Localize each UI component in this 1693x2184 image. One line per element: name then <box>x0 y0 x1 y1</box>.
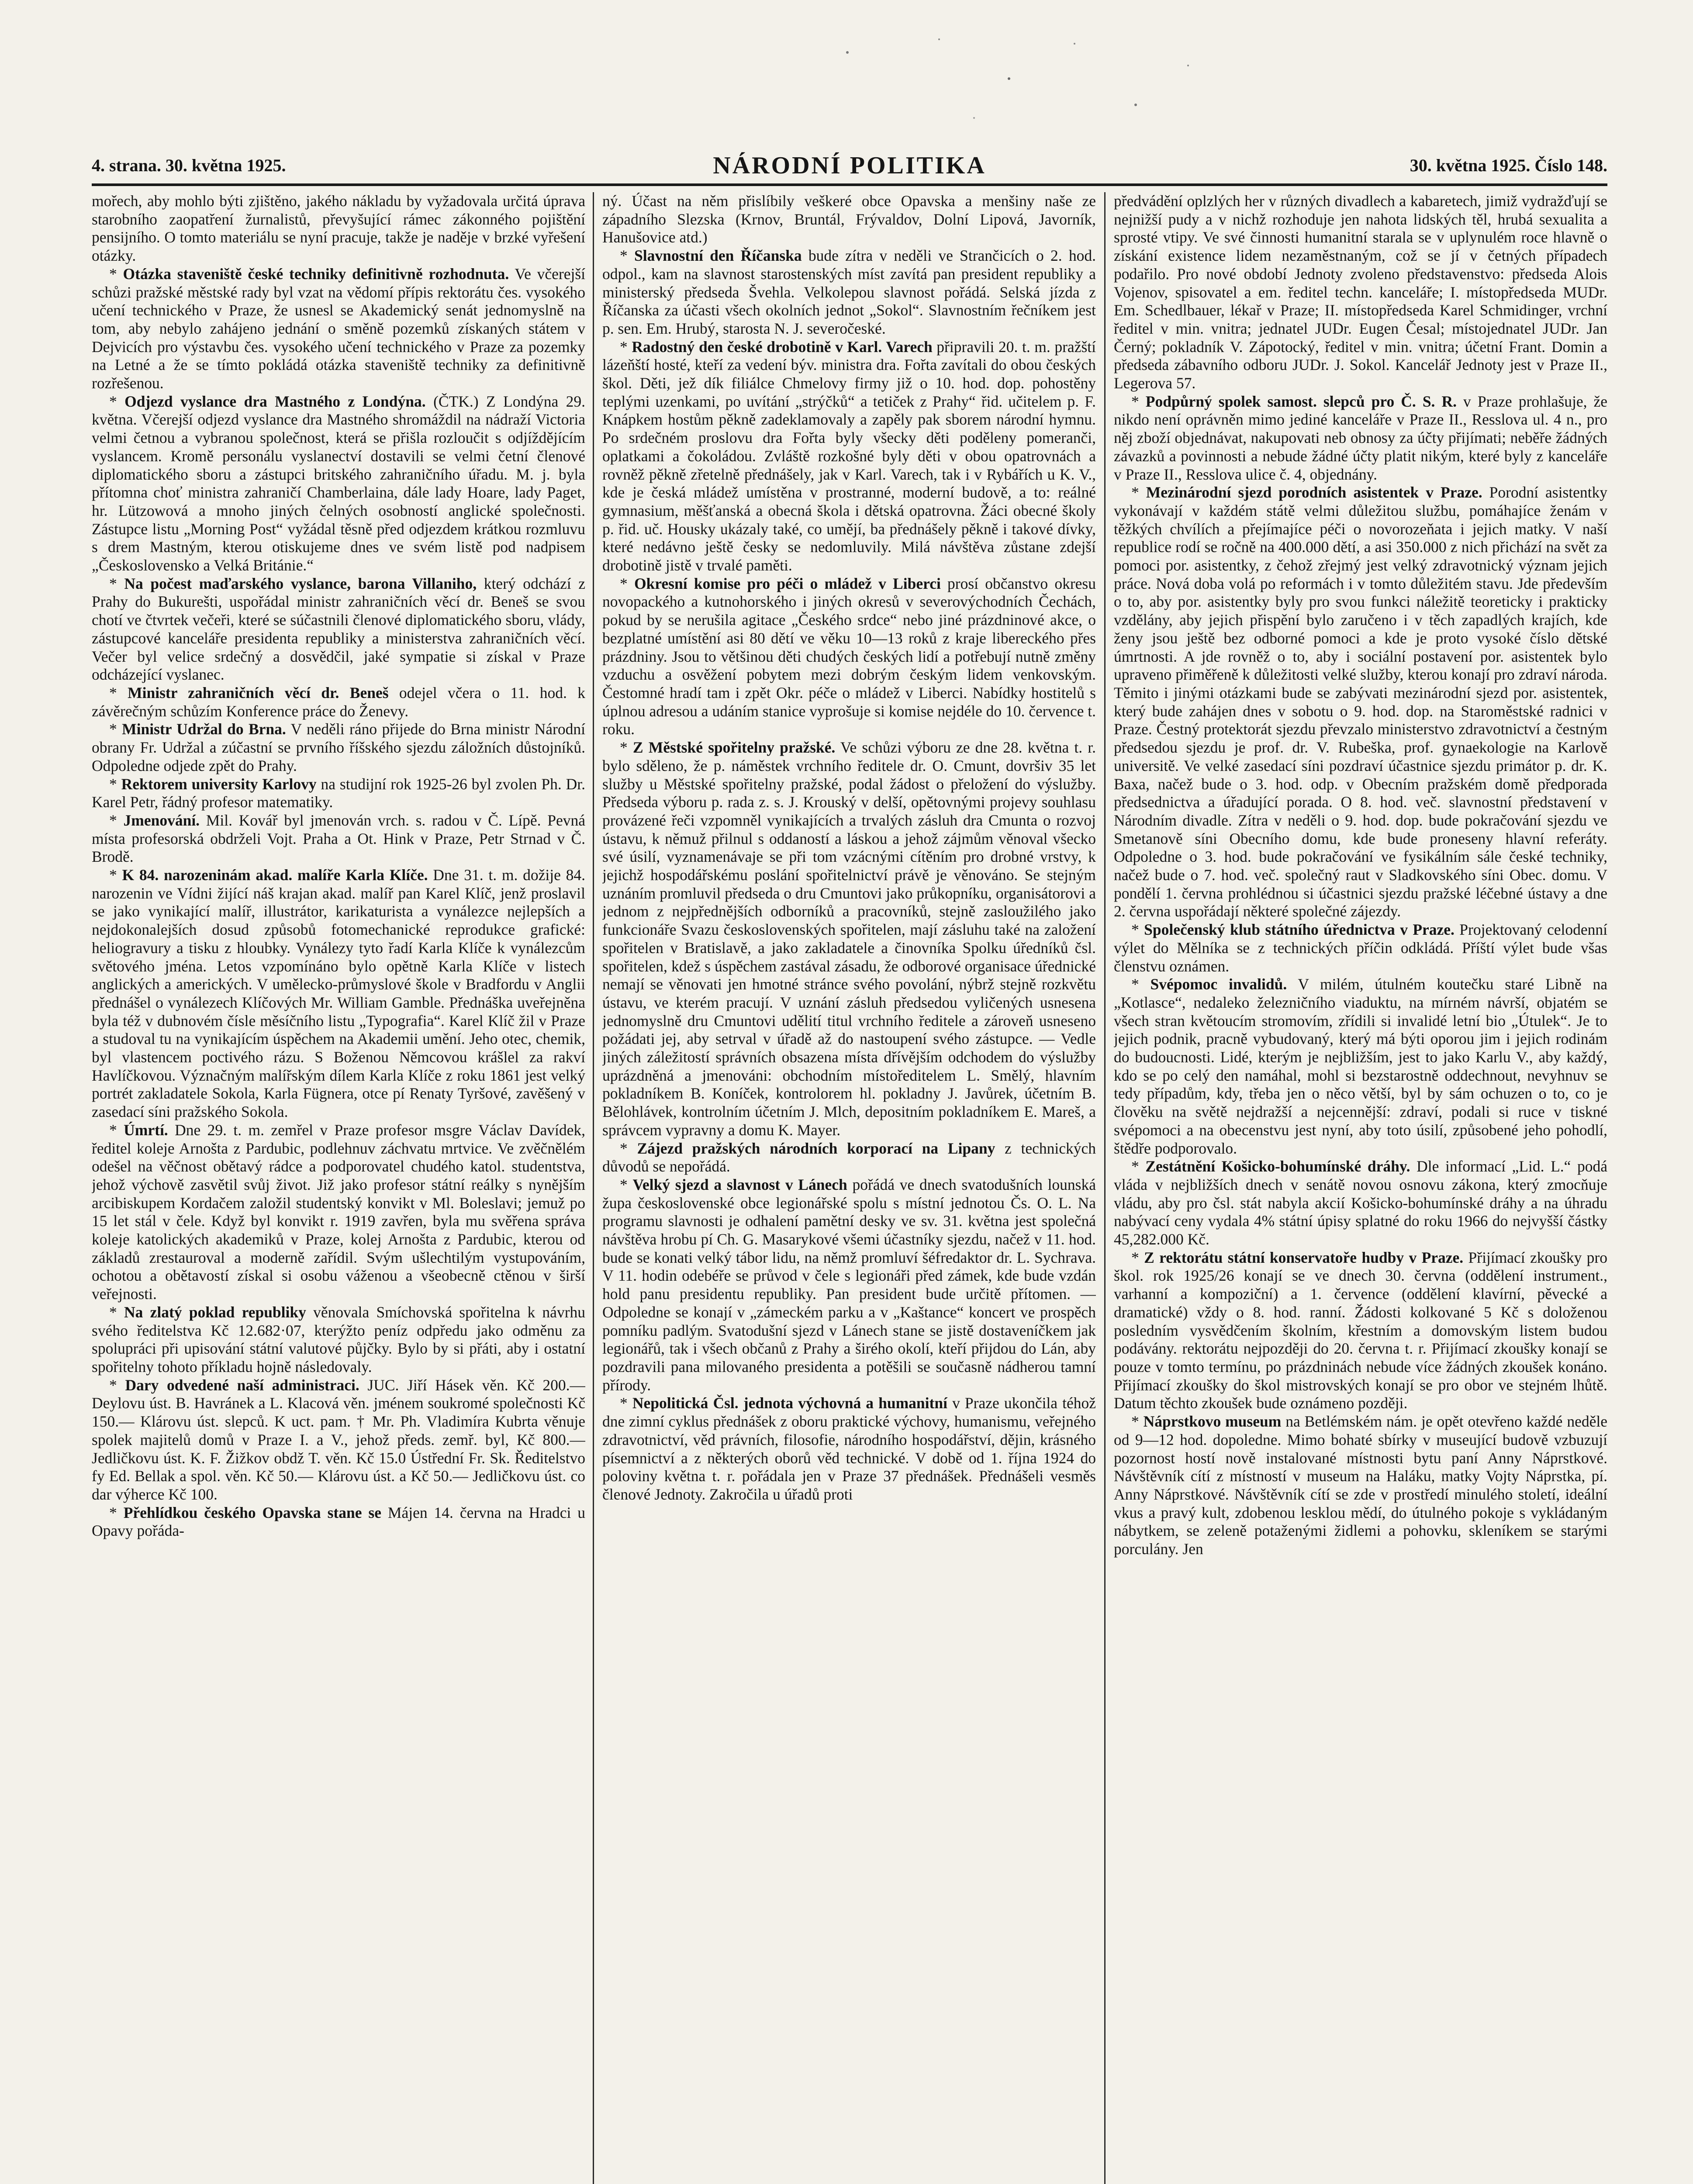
article-paragraph <box>1114 192 1607 393</box>
article-headline: Úmrtí. <box>124 1121 168 1139</box>
article-text: předvádění oplzlých her v různých divadlech a kabaretech, jimiž vydražďují se nejnižší pudy a v nichž rozhoduje jen nahota lidských těl, hrubá sexualita a sprosté vtipy. Ve své činnosti humanitní starala se v uplynulém roce hlavně o získání existence lidem nezaměstnaným, což se jí v četných případech podařilo. Pro nové období Jednoty zvoleno představenstvo: předseda Alois Vojenov, spisovatel a em. ředitel techn. kanceláře; I. místopředseda MUDr. Em. Schedlbauer, lékař v Praze; II. místopředseda Karel Schmidinger, vrchní ředitel v min. vnitra; jednatel JUDr. Eugen Česal; místojednatel JUDr. Jan Černý; pokladník V. Zápotocký, ředitel v min. vnitra; účetní Frant. Domin a předseda zábavního odboru JUDr. J. Sokol. Kancelář Jednoty jest v Praze II., Legerova 57. <box>1114 192 1607 392</box>
article-text: Dle informací „Lid. L.“ podá vláda v nejbližších dnech v senátě novou osnovu zákona, který zmocňuje vládu, aby pro čsl. stát nabyla akcií Košicko-bohumínské dráhy a na úhradu nabývací ceny vydala 4% státní úpisy splatné do roku 1966 do nejvyšší částky 45,282.000 Kč. <box>1114 1158 1607 1248</box>
article-paragraph: * K 84. narozeninám akad. malíře Karla Klíče. Dne 31. t. m. dožije 84. narozenin ve Vídni žijící náš krajan akad. malíř pan Karel Klíč, jenž proslavil se jako vynikající malíř, illustrátor, karikaturista a vynálezce nejlepších a nejdokonalejších dosud způsobů fotomechanické reprodukce grafické: heliogravury a tisku z hloubky. Vynálezy tyto řadí Karla Klíče k vynálezcům světového jména. Letos vzpomínáno bylo opětně Karla Klíče v listech anglických a amerických. V umělecko-průmyslové škole v Bradfordu v Anglii přednášel o vynálezech Klíčových Mr. William Gamble. Přednáška uveřejněna byla též v dubnovém čísle měsíčního listu „Typografia“. Karel Klíč žil v Praze a studoval tu na vynikajícím úspěchem na Akademii umění. Jeho otec, chemik, byl vlastencem poctivého rázu. S Boženou Němcovou krášlel za rakví Havlíčkovou. Význačným malířským dílem Karla Klíče z roku 1861 jest velký portrét zakladatele Sokola, Karla Fügnera, otce pí Renaty Tyršové, zavěšený v zasedací síni pražského Sokola. <box>92 866 585 1121</box>
column-2 <box>602 192 1096 2184</box>
article-text: ný. Účast na něm přislíbily veškeré obce Opavska a menšiny naše ze západního Slezska (Krnov, Bruntál, Frývaldov, Dolní Lipová, Javorník, Hanušovice atd.) <box>602 192 1096 246</box>
article-paragraph: * Svépomoc invalidů. V milém, útulném koutečku staré Libně na „Kotlasce“, nedaleko železničního viaduktu, na mírném návrší, objatém se všech stran květoucím stromovím, zřídili si invalidé letní bio „Útulek“. Je to jejich podnik, pracně vybudovaný, který má býti oporou jim i jejich rodinám do budoucnosti. Lidé, kterým je nejbližším, jest to jako Karlu V., aby každý, kdo se po celý den namáhal, mohl si bezstarostně oddechnout, nevyhnuv se tedy případům, kdy, třeba jen o něco větší, byl by sám ochuzen o to, co je člověku na světě nejdražší a nejcennější: zdraví, podali si ruce v tiskné svépomoci a na obecenstvu jest nyní, aby toto úsilí, způsobené jeho pohodlí, štědře podporovalo. <box>1114 975 1607 1157</box>
article-headline: Slavnostní den Říčanska <box>634 247 802 265</box>
article-paragraph: * Otázka staveniště české techniky definitivně rozhodnuta. Ve včerejší schůzi pražské městské rady byl vzat na vědomí přípis rektorátu čes. vysokého učení technického v Praze, že usnesl se Akademický senát jednomyslně na tom, aby nebylo zahájeno jednání o směně pozemků získaných státem v Dejvicích pro výstavbu čes. vysokého učení technického v Praze za pozemky na Letné a že se tímto pokládá otázka staveniště techniky za definitivně rozřešenou. <box>92 265 585 392</box>
article-text: Mil. Kovář byl jmenován vrch. s. radou v Č. Lípě. Pevná místa profesorská obdrželi Vojt. Praha a Ot. Hink v Praze, Petr Strnad v Č. Brodě. <box>92 811 585 866</box>
column-divider <box>593 192 594 2184</box>
article-text: Ve včerejší schůzi pražské městské rady byl vzat na vědomí přípis rektorátu čes. vysokého učení technického v Praze, že usnesl se Akademický senát jednomyslně na tom, aby nebylo zahájeno jednání o směně pozemků získaných státem v Dejvicích pro výstavbu čes. vysokého učení technického v Praze za pozemky na Letné a že se tímto pokládá otázka staveniště techniky za definitivně rozřešenou. <box>92 265 585 392</box>
article-headline: Zestátnění Košicko-bohumínské dráhy. <box>1145 1158 1410 1175</box>
article-paragraph: * Z rektorátu státní konservatoře hudby v Praze. Přijímací zkoušky pro škol. rok 1925/26 konají se ve dnech 30. června (oddělení instrument., varhanní a kompoziční) a 1. července (oddělení klavírní, pěvecké a dramatické) vždy o 8. hod. ranní. Žádosti kolkované 5 Kč s doloženou posledním vysvědčením školním, křestním a domovským listem budou podávány. rektorátu nejpozději do 20. června t. r. Přijímací zkoušky konají se pouze v tomto termínu, po prázdninách nebude více žádných zkoušek konáno. Přijímací zkoušky do škol mistrovských konají se pro obor ve stejném lhůtě. Datum těchto zkoušek bude oznámeno později. <box>1114 1248 1607 1412</box>
article-headline: Na zlatý poklad republiky <box>124 1303 306 1321</box>
article-text: Májen 14. června na Hradci u Opavy pořáda- <box>92 1503 585 1540</box>
article-text: který odchází z Prahy do Bukurešti, uspořádal ministr zahraničních věcí dr. Beneš se svou chotí ve čtvrtek večeři, které se súčastnili členové diplomatického sboru, vlády, zástupcové kanceláře presidenta republiky a ministerstva zahraničních věcí. Večer byl velice srdečný a dosvědčil, jaké sympatie si získal v Praze odcházející vyslanec. <box>92 574 585 684</box>
article-paragraph: * Slavnostní den Říčanska bude zítra v neděli ve Strančicích o 2. hod. odpol., kam na slavnost starostenských míst zavítá pan president republiky a ministerský předseda Švehla. Velkolepou slavnost pořádá. Selská jízda z Říčanska za účasti všech okolních jednot „Sokol“. Slavnostním řečníkem jest p. sen. Em. Hrubý, starosta N. J. severočeské. <box>602 247 1096 337</box>
article-paragraph: * Rektorem university Karlovy na studijní rok 1925-26 byl zvolen Ph. Dr. Karel Petr, řádný profesor matematiky. <box>92 775 585 811</box>
article-headline: Náprstkovo museum <box>1143 1413 1282 1431</box>
article-headline: Mezinárodní sjezd porodních asistentek v Praze. <box>1146 484 1482 501</box>
article-paragraph: * Mezinárodní sjezd porodních asistentek v Praze. Porodní asistentky vykonávají v každém státě velmi důležitou službu, pomáhajíce ženám v těžkých chvílích a přejímajíce péči o novorozeňata i jejich matky. V naší republice rodí se ročně na 400.000 dětí, a asi 350.000 z nich přichází na svět za pomoci por. asistentky, z čehož zřejmý jest velký zdravotnický význam jejich práce. Nová doba volá po reformách i v tomto důležitém stavu. Jde především o to, aby por. asistentky byly pro svou funkci náležitě teoreticky i prakticky vzdělány, aby jejich přispění bylo zaručeno i v těch zapadlých krajích, kde ženy jsou ještě bez odborné pomoci a kde je proto vysoké číslo dětské úmrtnosti. A jde rovněž o to, aby i sociální postavení por. asistentek bylo upraveno přiměřeně k důležitosti velké služby, kterou konají pro zdraví národa. Těmito i jinými otázkami bude se zabývati mezinárodní sjezd por. asistentek, který bude zahájen dnes v sobotu o 9. hod. dop. na Staroměstské radnici v Praze. Čestný protektorát sjezdu převzalo ministerstvo zdravotnictví a čestným předsedou sjezdu je prof. dr. V. Rubeška, prof. gynaekologie na Karlově universitě. Ve velké zasedací síni pozdraví účastnice sjezdu primátor p. dr. K. Baxa, načež bude o 3. hod. odp. v Obecním pražském domě předporada předsednictva a úřadující porada. O 8. hod. več. slavnostní představení v Národním divadle. Zítra v neděli o 9. hod. dop. bude pokračování sjezdu ve Smetanově síni Obecního domu, kde bude proneseny hlavní referáty. Odpoledne o 3. hod. bude pokračování ve fysikálním sále české techniky, načež bude o 7. hod. več. společný raut v Sladkovského síni Obec. domu. V pondělí 1. června prohlédnou si účastnici sjezdu pražské léčebné ústavy a dne 2. června uspořádají některé společné zájezdy. <box>1114 484 1607 920</box>
article-text: Ve schůzi výboru ze dne 28. května t. r. bylo sděleno, že p. náměstek vrchního ředitele dr. O. Cmunt, dovršiv 35 let služby u Městské spořitelny pražské, podal žádost o přeložení do výslužby. Předseda výboru p. rada z. s. J. Krouský v delší, opětovnými projevy souhlasu provázené řeči vzpomněl vynikajících a trvalých zásluh dra Cmunta o rozvoj ústavu, k němuž přilnul s oddaností a láskou a jehož zájmům věnoval všecko své úsilí, vyznamenávaje se při tom vzácnými cítěním pro drobné vrstvy, k jejichž hospodářskému poslání spořitelnictví právě je věnováno. Se stejným uznáním promluvil předseda o dru Cmuntovi jako průkopníku, organisátorovi a jednom z nejpřednějších odborníků a pracovníků, stejně zasloužilého jako funkcionáře Svazu československých spořitelen, mají zásluhu také na založení spořitelen v Bratislavě, a jako zakladatele a činovníka Spolku úředníků čsl. spořitelen, kdež s úspěchem zastával zásadu, že odborové organisace úřednické nemají se věnovati jen hmotné stránce svého povolání, nýbrž stejně rozkvětu ústavu, ve kterém pracují. V uznání zásluh předsedou vyličených usnesena jednomyslně dru Cmuntovi udělití titul vrchního ředitele a zároveň usneseno požádati jej, aby setrval v úřadě až do nastoupení svého zástupce. — Vedle jiných záležitostí správních obsazena místa dřívějším odchodem do výslužby uprázdněná a jmenováni: obchodním místoředitelem L. Smělý, hlavním pokladníkem B. Koníček, kontrolorem hl. pokladny J. Javůrek, účetním B. Bělohlávek, kontrolním účetním J. Mlch, depositním pokladníkem E. Mareš, a správcem vypravny a domu K. Mayer. <box>602 739 1096 1139</box>
article-text: na Betlémském nám. je opět otevřeno každé neděle od 9—12 hod. dopoledne. Mimo bohaté sbírky v museující budově vzbuzují pozornost hostí nově instalované místnosti bytu paní Anny Náprstkové. Návštěvník cítí z místností v museum na Haláku, matky Vojty Náprstka, pí. Anny Náprstkové. Návštěvník cítí se zde v prostředí minulého století, ideální vkus a pravý kult, zdobenou lesklou mědí, do útulného pokoje s vykládaným nábytkem, se zeleně potaženými židlemi a pohovku, skleníkem se starými porculány. Jen <box>1114 1413 1607 1558</box>
article-headline: Na počest maďarského vyslance, barona Villaniho, <box>124 574 477 592</box>
article-headline: Z Městské spořitelny pražské. <box>632 739 836 757</box>
article-paragraph: * Náprstkovo museum na Betlémském nám. je opět otevřeno každé neděle od 9—12 hod. dopoledne. Mimo bohaté sbírky v museující budově vzbuzují pozornost hostí nově instalované místnosti bytu paní Anny Náprstkové. Návštěvník cítí z místností v museum na Haláku, matky Vojty Náprstka, pí. Anny Náprstkové. Návštěvník cítí se zde v prostředí minulého století, ideální vkus a pravý kult, zdobenou lesklou mědí, do útulného pokoje s vykládaným nábytkem, se zeleně potaženými židlemi a pohovku, skleníkem se starými porculány. Jen <box>1114 1413 1607 1558</box>
article-text: připravili 20. t. m. pražští lázeňští hosté, kteří za vedení býv. ministra dra. Fořta zavítali do obou českých škol. Děti, jež dík filiálce Chmelovy firmy již o 10. hod. dop. pohostěny teplými uzenkami, po uvítání „strýčků“ a tetiček z Prahy“ řid. učitelem p. F. Knápkem hostům pěkně zadeklamovaly a zapěly pak sborem národní hymnu. Po srdečném proslovu dra Fořta byly všecky děti poděleny pomeranči, oplatkami a čokoládou. Zvláště rozkošné byly děti v obou opatrovnách a rovněž pěkně zřetelně přednášely, jak v Karl. Varech, tak i v Rybářích u K. V., kde je česká mládež umístěna v prostranné, moderní budově, a to: reálné gymnasium, měšťanská a obecná škola i dětská opatrovna. Žáci obecné školy p. řid. uč. Housky ukázaly také, co umějí, ba přednášely pěkně i takové dívky, které nedávno ještě česky se nedomluvily. Milá návštěva zůstane zdejší drobotině jistě v trvalé paměti. <box>602 338 1096 574</box>
article-text: v Praze prohlašuje, že nikdo není oprávněn mimo jediné kanceláře v Praze II., Resslova ul. 4 n., pro něj zboží objednávat, nakupovati neb obnosy za účty přijímati; neběře žádných závazků a povinnosti a nebude žádné účty platit nikým, které byly z kanceláře v Praze II., Resslova ulice č. 4, objednány. <box>1114 392 1607 483</box>
newspaper-title: NÁRODNÍ POLITIKA <box>713 152 986 179</box>
article-text: v Praze ukončila téhož dne zimní cyklus přednášek z oboru praktické výchovy, humanismu, veřejného zdravotnictví, věd právních, filosofie, národního hospodářství, dějin, krásného písemnictví a z některých oborů věd technické. V době od 1. října 1924 do poloviny května t. r. pořádala jen v Praze 37 přednášek. Přednášeli vesměs členové Jednoty. Zakročila u úřadů proti <box>602 1394 1096 1503</box>
article-headline: Ministr zahraničních věcí dr. Beneš <box>128 684 389 702</box>
article-text: JUC. Jiří Hásek věn. Kč 200.— Deylovu úst. B. Havránek a L. Klacová věn. jménem soukromé společnosti Kč 150.— Klárovu úst. slepců. K uct. pam. † Mr. Ph. Vladimíra Kubrta věnuje spolek majitelů domů v Praze I. a V., jehož předs. zemř. byl, Kč 800.— Jedličkovu úst. K. F. Žižkov obdž T. věn. Kč 15.0 Ústřední Fr. Sk. Ředitelstvo fy Ed. Bellak a spol. věn. Kč 50.— Klárovu úst. a Kč 50.— Jedličkovu úst. co dar výherce Kč 100. <box>92 1376 585 1503</box>
header-date-issue: 30. května 1925. Číslo 148. <box>1410 156 1607 175</box>
article-text: V neděli ráno přijede do Brna ministr Národní obrany Fr. Udržal a zúčastní se prvního říšského sjezdu záložních důstojníků. Odpoledne odjede zpět do Prahy. <box>92 720 585 774</box>
article-headline: Odjezd vyslance dra Mastného z Londýna. <box>124 392 426 410</box>
article-headline: Nepolitická Čsl. jednota výchovná a humanitní <box>632 1394 947 1412</box>
column-1 <box>92 192 585 2184</box>
article-paragraph: * Okresní komise pro péči o mládež v Liberci prosí občanstvo okresu novopackého a kutnohorského i jiných okresů v severovýchodních Čechách, pokud by se nerušila agitace „Českého srdce“ nebo jiné prázdninové akce, o bezplatné umístění asi 80 dětí ve věku 10—13 roků z kraje libereckého přes prázdniny. Jsou to většinou děti chudých českých lidí a potřebují nutně změny vzduchu a osvěžení pobytem mezi dobrým českým lidem venkovským. Čestomné hradí tam i zpět Okr. péče o mládež v Liberci. Nabídky hostitelů s úplnou adresou a udáním stanice vyprošuje si komise nejdéle do 10. července t. roku. <box>602 574 1096 738</box>
article-paragraph: * Na počest maďarského vyslance, barona Villaniho, který odchází z Prahy do Bukurešti, uspořádal ministr zahraničních věcí dr. Beneš se svou chotí ve čtvrtek večeři, které se súčastnili členové diplomatického sboru, vlády, zástupcové kanceláře presidenta republiky a ministerstva zahraničních věcí. Večer byl velice srdečný a dosvědčil, jaké sympatie si získal v Praze odcházející vyslanec. <box>92 574 585 684</box>
article-paragraph: * Dary odvedené naší administraci. JUC. Jiří Hásek věn. Kč 200.— Deylovu úst. B. Havránek a L. Klacová věn. jménem soukromé společnosti Kč 150.— Klárovu úst. slepců. K uct. pam. † Mr. Ph. Vladimíra Kubrta věnuje spolek majitelů domů v Praze I. a V., jehož předs. zemř. byl, Kč 800.— Jedličkovu úst. K. F. Žižkov obdž T. věn. Kč 15.0 Ústřední Fr. Sk. Ředitelstvo fy Ed. Bellak a spol. věn. Kč 50.— Klárovu úst. a Kč 50.— Jedličkovu úst. co dar výherce Kč 100. <box>92 1376 585 1503</box>
article-text: (ČTK.) Z Londýna 29. května. Včerejší odjezd vyslance dra Mastného shromáždil na nádraží Victoria velmi četnou a vybranou společnost, která se přišla rozloučit s odjíždějícím vyslancem. Kromě personálu vyslanectví dostavili se velmi četní členové diplomatického sboru a zástupci britského zahraničního úřadu. M. j. byla přítomna choť ministra zahraničí Chamberlaina, dále lady Hoare, lady Paget, hr. Lützowová a mnoho jiných čelných osobností anglické společnosti. Zástupce listu „Morning Post“ vyžádal těsně před odjezdem krátkou rozmluvu s drem Mastným, kterou otiskujeme dnes ve svém listě pod nadpisem „Československo a Velká Británie.“ <box>92 392 585 574</box>
article-paragraph: * Radostný den české drobotině v Karl. Varech připravili 20. t. m. pražští lázeňští hosté, kteří za vedení býv. ministra dra. Fořta zavítali do obou českých škol. Děti, jež dík filiálce Chmelovy firmy již o 10. hod. dop. pohostěny teplými uzenkami, po uvítání „strýčků“ a tetiček z Prahy“ řid. učitelem p. F. Knápkem hostům pěkně zadeklamovaly a zapěly pak sborem národní hymnu. Po srdečném proslovu dra Fořta byly všecky děti poděleny pomeranči, oplatkami a čokoládou. Zvláště rozkošné byly děti v obou opatrovnách a rovněž pěkně zřetelně přednášely, jak v Karl. Varech, tak i v Rybářích u K. V., kde je česká mládež umístěna v prostranné, moderní budově, a to: reálné gymnasium, měšťanská a obecná škola i dětská opatrovna. Žáci obecné školy p. řid. uč. Housky ukázaly také, co umějí, ba přednášely pěkně i takové dívky, které nedávno ještě česky se nedomluvily. Milá návštěva zůstane zdejší drobotině jistě v trvalé paměti. <box>602 338 1096 574</box>
article-headline: Zájezd pražských národních korporací na Lipany <box>637 1139 995 1157</box>
article-text: odejel včera o 11. hod. k závěrečným schůzím Konference práce do Ženevy. <box>92 684 585 720</box>
article-headline: Radostný den české drobotině v Karl. Varech <box>632 338 933 356</box>
article-paragraph: * Nepolitická Čsl. jednota výchovná a humanitní v Praze ukončila téhož dne zimní cyklus přednášek z oboru praktické výchovy, humanismu, veřejného zdravotnictví, věd právních, filosofie, národního hospodářství, dějin, krásného písemnictví a z některých oborů věd technické. V době od 1. října 1924 do poloviny května t. r. pořádala jen v Praze 37 přednášek. Přednášeli vesměs členové Jednoty. Zakročila u úřadů proti <box>602 1394 1096 1503</box>
article-text: Dne 29. t. m. zemřel v Praze profesor msgre Václav Davídek, ředitel koleje Arnošta z Pardubic, podlehnuv záchvatu mrtvice. Ve zvěčnělém odešel na věčnost obětavý rádce a podporovatel chudého katol. studentstva, jehož výchově zasvětil svůj život. Již jako profesor státní reálky s nynějším arcibiskupem Kordačem založil studentský konvikt v Ml. Boleslavi; jemuž po 15 let stál v čele. Když byl konvikt r. 1919 zavřen, byla mu svěřena správa koleje katolických akademiků v Praze, kolej Arnošta z Pardubic, kterou od základů zrestauroval a moderně zařídil. Svým ušlechtilým vystupováním, ochotou a obětavostí získal si osobu váženou a všeobecně ctěnou v širší veřejnosti. <box>92 1121 585 1303</box>
article-headline: Dary odvedené naší administraci. <box>125 1376 359 1394</box>
article-headline: Otázka staveniště české techniky definitivně rozhodnuta. <box>123 265 509 283</box>
article-headline: Velký sjezd a slavnost v Lánech <box>632 1175 847 1193</box>
header-page-date: 4. strana. 30. května 1925. <box>92 156 286 175</box>
article-paragraph: * Podpůrný spolek samost. slepců pro Č. S. R. v Praze prohlašuje, že nikdo není oprávněn mimo jediné kanceláře v Praze II., Resslova ul. 4 n., pro něj zboží objednávat, nakupovati neb obnosy za účty přijímati; neběře žádných závazků a povinnosti a nebude žádné účty platit nikým, které byly z kanceláře v Praze II., Resslova ulice č. 4, objednány. <box>1114 392 1607 483</box>
article-headline: Jmenování. <box>123 811 200 829</box>
header-rule <box>92 183 1607 186</box>
article-paragraph: * Zájezd pražských národních korporací na Lipany z technických důvodů se nepořádá. <box>602 1139 1096 1175</box>
article-paragraph: * Na zlatý poklad republiky věnovala Smíchovská spořitelna k návrhu svého ředitelstva Kč 12.682·07, kterýžto peníz odpředu jako odměnu za spolupráci při upisování státní valutové půjčky. Bylo by si přáti, aby i ostatní spořitelny tohoto příkladu hojně následovaly. <box>92 1303 585 1375</box>
column-3 <box>1114 192 1607 2184</box>
article-headline: Podpůrný spolek samost. slepců pro Č. S. R. <box>1145 392 1457 410</box>
article-text: Přijímací zkoušky pro škol. rok 1925/26 konají se ve dnech 30. června (oddělení instrument., varhanní a kompoziční) a 1. července (oddělení klavírní, pěvecké a dramatické) vždy o 8. hod. ranní. Žádosti kolkované 5 Kč s doloženou posledním vysvědčením školním, křestním a domovským listem budou podávány. rektorátu nejpozději do 20. června t. r. Přijímací zkoušky konají se pouze v tomto termínu, po prázdninách nebude více žádných zkoušek konáno. Přijímací zkoušky do škol mistrovských konají se pro obor ve stejném lhůtě. Datum těchto zkoušek bude oznámeno později. <box>1114 1248 1607 1412</box>
article-headline: Z rektorátu státní konservatoře hudby v Praze. <box>1144 1248 1464 1266</box>
article-text: Porodní asistentky vykonávají v každém státě velmi důležitou službu, pomáhajíce ženám v těžkých chvílích a přejímajíce péči o novorozeňata i jejich matky. V naší republice rodí se ročně na 400.000 dětí, a asi 350.000 z nich přichází na svět za pomoci por. asistentky, z čehož zřejmý jest velký zdravotnický význam jejich práce. Nová doba volá po reformách i v tomto důležitém stavu. Jde především o to, aby por. asistentky byly pro svou funkci náležitě teoreticky i prakticky vzdělány, aby jejich přispění bylo zaručeno i v těch zapadlých krajích, kde ženy jsou ještě bez odborné pomoci a kde je proto vysoké číslo dětské úmrtnosti. A jde rovněž o to, aby i sociální postavení por. asistentek bylo upraveno přiměřeně k důležitosti velké služby, kterou konají pro zdraví národa. Těmito i jinými otázkami bude se zabývati mezinárodní sjezd por. asistentek, který bude zahájen dnes v sobotu o 9. hod. dop. na Staroměstské radnici v Praze. Čestný protektorát sjezdu převzalo ministerstvo zdravotnictví a čestným předsedou sjezdu je prof. dr. V. Rubeška, prof. gynaekologie na Karlově universitě. Ve velké zasedací síni pozdraví účastnice sjezdu primátor p. dr. K. Baxa, načež bude o 3. hod. odp. v Obecním pražském domě předporada předsednictva a úřadující porada. O 8. hod. več. slavnostní představení v Národním divadle. Zítra v neděli o 9. hod. dop. bude pokračování sjezdu ve Smetanově síni Obecního domu, kde bude proneseny hlavní referáty. Odpoledne o 3. hod. bude pokračování ve fysikálním sále české techniky, načež bude o 7. hod. več. společný raut v Sladkovského síni Obec. domu. V pondělí 1. června prohlédnou si účastnici sjezdu pražské léčebné ústavy a dne 2. června uspořádají některé společné zájezdy. <box>1114 484 1607 920</box>
column-divider <box>1104 192 1106 2184</box>
article-paragraph: * Ministr zahraničních věcí dr. Beneš odejel včera o 11. hod. k závěrečným schůzím Konference práce do Ženevy. <box>92 684 585 720</box>
paper-specks <box>830 26 1223 140</box>
article-text: Projektovaný celodenní výlet do Mělníka se z technických příčin odkládá. Příští výlet bude všas členstvu oznámen. <box>1114 921 1607 975</box>
article-paragraph <box>92 192 585 265</box>
article-paragraph: * Velký sjezd a slavnost v Lánech pořádá ve dnech svatodušních lounská župa československé obce legionářské spolu s místní jednotou Čs. O. L. Na programu slavnosti je odhalení pamětní desky ve sv. 31. května jest společná návštěva hrobu pí Ch. G. Masarykové všemi účastníky sjezdu, načež v 11. hod. bude se konati velký tábor lidu, na němž promluví šéfredaktor dr. L. Sychrava. V 11. hodin odebéře se průvod v čele s legionáři před zámek, kde bude vzdán hold panu presidentu republiky. Pan president bude určitě přítomen. — Odpoledne se konají v „zámeckém parku a v „Kaštance“ koncert ve prospěch pomníku padlým. Svatodušní sjezd v Lánech stane se jistě dostaveníčkem jak legionářů, tak i všech občanů z Prahy a širého okolí, kteří přijdou do Lán, aby pozdravili pana milovaného presidenta a potěšili se současně nádherou tamní přírody. <box>602 1175 1096 1394</box>
article-paragraph: * Z Městské spořitelny pražské. Ve schůzi výboru ze dne 28. května t. r. bylo sděleno, že p. náměstek vrchního ředitele dr. O. Cmunt, dovršiv 35 let služby u Městské spořitelny pražské, podal žádost o přeložení do výslužby. Předseda výboru p. rada z. s. J. Krouský v delší, opětovnými projevy souhlasu provázené řeči vzpomněl vynikajících a trvalých zásluh dra Cmunta o rozvoj ústavu, k němuž přilnul s oddaností a láskou a jehož zájmům věnoval všecko své úsilí, vyznamenávaje se při tom vzácnými cítěním pro drobné vrstvy, k jejichž hospodářskému poslání spořitelnictví právě je věnováno. Se stejným uznáním promluvil předseda o dru Cmuntovi jako průkopníku, organisátorovi a jednom z nejpřednějších odborníků a pracovníků, stejně zasloužilého jako funkcionáře Svazu československých spořitelen, mají zásluhu také na založení spořitelen v Bratislavě, a jako zakladatele a činovníka Spolku úředníků čsl. spořitelen, kdež s úspěchem zastával zásadu, že odborové organisace úřednické nemají se věnovati jen hmotné stránce svého povolání, nýbrž stejně rozkvětu ústavu, ve kterém pracují. V uznání zásluh předsedou vyličených usnesena jednomyslně dru Cmuntovi udělití titul vrchního ředitele a zároveň usneseno požádati jej, aby setrval v úřadě až do nastoupení svého zástupce. — Vedle jiných záležitostí správních obsazena místa dřívějším odchodem do výslužby uprázdněná a jmenováni: obchodním místoředitelem L. Smělý, hlavním pokladníkem B. Koníček, kontrolorem hl. pokladny J. Javůrek, účetním B. Bělohlávek, kontrolním účetním J. Mlch, depositním pokladníkem E. Mareš, a správcem vypravny a domu K. Mayer. <box>602 739 1096 1139</box>
article-headline: Rektorem university Karlovy <box>121 775 317 793</box>
article-text: z technických důvodů se nepořádá. <box>602 1139 1096 1175</box>
article-paragraph: * Ministr Udržal do Brna. V neděli ráno přijede do Brna ministr Národní obrany Fr. Udržal a zúčastní se prvního říšského sjezdu záložních důstojníků. Odpoledne odjede zpět do Prahy. <box>92 720 585 774</box>
article-headline: Svépomoc invalidů. <box>1150 975 1287 993</box>
article-text: pořádá ve dnech svatodušních lounská župa československé obce legionářské spolu s místní jednotou Čs. O. L. Na programu slavnosti je odhalení pamětní desky ve sv. 31. května jest společná návštěva hrobu pí Ch. G. Masarykové všemi účastníky sjezdu, načež v 11. hod. bude se konati velký tábor lidu, na němž promluví šéfredaktor dr. L. Sychrava. V 11. hodin odebéře se průvod v čele s legionáři před zámek, kde bude vzdán hold panu presidentu republiky. Pan president bude určitě přítomen. — Odpoledne se konají v „zámeckém parku a v „Kaštance“ koncert ve prospěch pomníku padlým. Svatodušní sjezd v Lánech stane se jistě dostaveníčkem jak legionářů, tak i všech občanů z Prahy a širého okolí, kteří přijdou do Lán, aby pozdravili pana milovaného presidenta a potěšili se současně nádherou tamní přírody. <box>602 1175 1096 1394</box>
article-text: na studijní rok 1925-26 byl zvolen Ph. Dr. Karel Petr, řádný profesor matematiky. <box>92 775 585 811</box>
article-text: Dne 31. t. m. dožije 84. narozenin ve Vídni žijící náš krajan akad. malíř pan Karel Klíč, jenž proslavil se jako vynikající malíř, illustrátor, karikaturista a vynálezce nejlepších a nejdokonalejších dosud způsobů fotomechanické reprodukce grafické: heliogravury a tisku z hloubky. Vynálezy tyto řadí Karla Klíče k vynálezcům světového jména. Letos vzpomínáno bylo opětně Karla Klíče v listech anglických a amerických. V umělecko-průmyslové škole v Bradfordu v Anglii přednášel o vynálezech Klíčových Mr. William Gamble. Přednáška uveřejněna byla též v dubnovém čísle měsíčního listu „Typografia“. Karel Klíč žil v Praze a studoval tu na vynikajícím úspěchem na Akademii umění. Jeho otec, chemik, byl vlastencem poctivého rázu. S Boženou Němcovou krášlel za rakví Havlíčkovou. Význačným malířským dílem Karla Klíče z roku 1861 jest velký portrét zakladatele Sokola, Karla Fügnera, otce pí Renaty Tyršové, zavěšený v zasedací síni pražského Sokola. <box>92 866 585 1121</box>
article-paragraph: * Zestátnění Košicko-bohumínské dráhy. Dle informací „Lid. L.“ podá vláda v nejbližších dnech v senátě novou osnovu zákona, který zmocňuje vládu, aby pro čsl. stát nabyla akcií Košicko-bohumínské dráhy a na úhradu nabývací ceny vydala 4% státní úpisy splatné do roku 1966 do nejvyšší částky 45,282.000 Kč. <box>1114 1158 1607 1248</box>
article-headline: K 84. narozeninám akad. malíře Karla Klíče. <box>122 866 428 884</box>
article-headline: Přehlídkou českého Opavska stane se <box>123 1503 381 1521</box>
article-paragraph: * Přehlídkou českého Opavska stane se Májen 14. června na Hradci u Opavy pořáda- <box>92 1503 585 1540</box>
article-text: prosí občanstvo okresu novopackého a kutnohorského i jiných okresů v severovýchodních Čechách, pokud by se nerušila agitace „Českého srdce“ nebo jiné prázdninové akce, o bezplatné umístění asi 80 dětí ve věku 10—13 roků z kraje libereckého přes prázdniny. Jsou to většinou děti chudých českých lidí a potřebují nutně změny vzduchu a osvěžení pobytem mezi dobrým českým lidem venkovským. Čestomné hradí tam i zpět Okr. péče o mládež v Liberci. Nabídky hostitelů s úplnou adresou a udáním stanice vyprošuje si komise nejdéle do 10. července t. roku. <box>602 574 1096 738</box>
article-paragraph: * Odjezd vyslance dra Mastného z Londýna. (ČTK.) Z Londýna 29. května. Včerejší odjezd vyslance dra Mastného shromáždil na nádraží Victoria velmi četnou a vybranou společnost, která se přišla rozloučit s odjíždějícím vyslancem. Kromě personálu vyslanectví dostavili se velmi četní členové diplomatického sboru a zástupci britského zahraničního úřadu. M. j. byla přítomna choť ministra zahraničí Chamberlaina, dále lady Hoare, lady Paget, hr. Lützowová a mnoho jiných čelných osobností anglické společnosti. Zástupce listu „Morning Post“ vyžádal těsně před odjezdem krátkou rozmluvu s drem Mastným, kterou otiskujeme dnes ve svém listě pod nadpisem „Československo a Velká Británie.“ <box>92 392 585 574</box>
article-headline: Okresní komise pro péči o mládež v Liberci <box>634 574 941 592</box>
article-paragraph: * Jmenování. Mil. Kovář byl jmenován vrch. s. radou v Č. Lípě. Pevná místa profesorská obdrželi Vojt. Praha a Ot. Hink v Praze, Petr Strnad v Č. Brodě. <box>92 811 585 866</box>
article-paragraph: * Společenský klub státního úřednictva v Praze. Projektovaný celodenní výlet do Mělníka se z technických příčin odkládá. Příští výlet bude všas členstvu oznámen. <box>1114 921 1607 975</box>
article-text: bude zítra v neděli ve Strančicích o 2. hod. odpol., kam na slavnost starostenských míst zavítá pan president republiky a ministerský předseda Švehla. Velkolepou slavnost pořádá. Selská jízda z Říčanska za účasti všech okolních jednot „Sokol“. Slavnostním řečníkem jest p. sen. Em. Hrubý, starosta N. J. severočeské. <box>602 247 1096 337</box>
article-text: mořech, aby mohlo býti zjištěno, jakého nákladu by vyžadovala určitá úprava starobního zaopatření žurnalistů, převyšující rámec zákonného pojištění pensijního. O tomto materiálu se nyní pracuje, takže je naděje v brzké vyřešení otázky. <box>92 192 585 265</box>
article-headline: Společenský klub státního úřednictva v Praze. <box>1144 921 1455 939</box>
article-headline: Ministr Udržal do Brna. <box>122 720 286 738</box>
article-text: V milém, útulném koutečku staré Libně na „Kotlasce“, nedaleko železničního viaduktu, na mírném návrší, objatém se všech stran květoucím stromovím, zřídili si invalidé letní bio „Útulek“. Je to jejich podnik, pracně vybudovaný, který má býti oporou jim i jejich rodinám do budoucnosti. Lidé, kterým je nejbližším, jest to jako Karlu V., aby každý, kdo se po celý den namáhal, mohl si bezstarostně oddechnout, nevyhnuv se tedy případům, kdy, třeba jen o něco větší, byl by sám ochuzen o to, co je člověku na světě nejdražší a nejcennější: zdraví, podali si ruce v tiskné svépomoci a na obecenstvu jest nyní, aby toto úsilí, způsobené jeho pohodlí, štědře podporovalo. <box>1114 975 1607 1157</box>
article-text: věnovala Smíchovská spořitelna k návrhu svého ředitelstva Kč 12.682·07, kterýžto peníz odpředu jako odměnu za spolupráci při upisování státní valutové půjčky. Bylo by si přáti, aby i ostatní spořitelny tohoto příkladu hojně následovaly. <box>92 1303 585 1375</box>
article-paragraph <box>602 192 1096 247</box>
page-header <box>92 152 1607 181</box>
article-paragraph: * Úmrtí. Dne 29. t. m. zemřel v Praze profesor msgre Václav Davídek, ředitel koleje Arnošta z Pardubic, podlehnuv záchvatu mrtvice. Ve zvěčnělém odešel na věčnost obětavý rádce a podporovatel chudého katol. studentstva, jehož výchově zasvětil svůj život. Již jako profesor státní reálky s nynějším arcibiskupem Kordačem založil studentský konvikt v Ml. Boleslavi; jemuž po 15 let stál v čele. Když byl konvikt r. 1919 zavřen, byla mu svěřena správa koleje katolických akademiků v Praze, kolej Arnošta z Pardubic, kterou od základů zrestauroval a moderně zařídil. Svým ušlechtilým vystupováním, ochotou a obětavostí získal si osobu váženou a všeobecně ctěnou v širší veřejnosti. <box>92 1121 585 1303</box>
